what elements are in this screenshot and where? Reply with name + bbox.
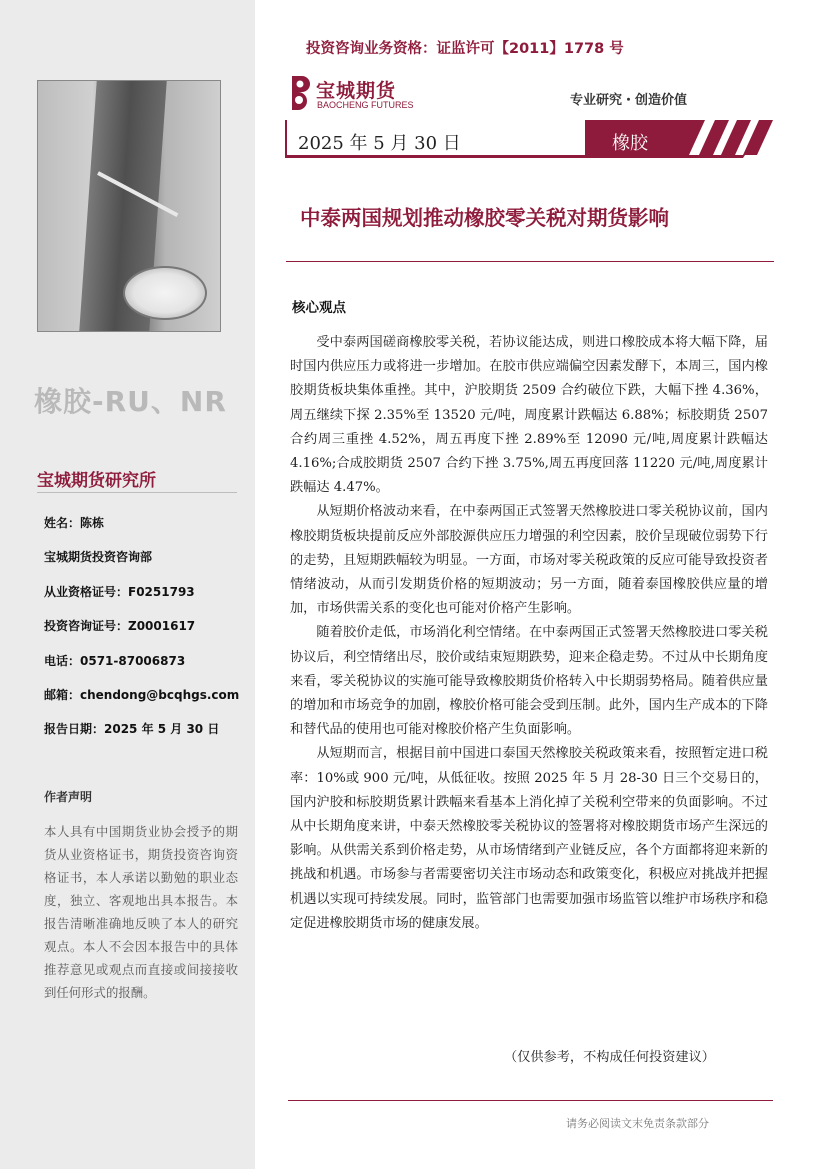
logo-english: BAOCHENG FUTURES bbox=[317, 100, 414, 110]
author-disclaimer: 本人具有中国期货业协会授予的期货从业资格证书，期货投资咨询资格证书，本人承诺以勤勉的职业态度，独立、客观地出具本报告。本报告清晰准确地反映了本人的研究观点。本人不会因本报告中的具体推荐意见或观点而直接或间接接收到任何形式的报酬。 bbox=[44, 824, 238, 1000]
paragraph: 随着胶价走低，市场消化利空情绪。在中泰两国正式签署天然橡胶进口零关税协议后，利空情绪出尽，胶价或结束短期跌势，迎来企稳走势。不过从中长期角度来看，零关税协议的实施可能导致橡胶期货价格转入中长期弱势格局。随着供应量的增加和市场竞争的加剧，橡胶价格可能会受到压制。此外，国内生产成本的下降和替代品的使用也可能对橡胶价格产生负面影响。 bbox=[290, 625, 768, 738]
sidebar bbox=[0, 0, 255, 1169]
logo-text: 宝城期货 bbox=[316, 80, 397, 102]
paragraph: 受中泰两国磋商橡胶零关税，若协议能达成，则进口橡胶成本将大幅下降，届时国内供应压力或将进一步增加。在胶市供应端偏空因素发酵下，本周三，国内橡胶期货板块集体重挫。其中，沪胶期货 2509 合约破位下跌，大幅下挫 4.36%，周五继续下探 2.35%至 13520 元/吨，周度累计跌幅达 6.88%；标胶期货 2507 合约周三重挫 4.52%，周五再度下挫 2.89%至 12090 元/吨,周度累计跌幅达 4.16%;合成胶期货 2507 合约下挫 3.75%,周五再度回落 11220 元/吨,周度累计跌幅达 4.47%。 bbox=[290, 335, 768, 496]
company-logo bbox=[286, 74, 426, 114]
disclaimer-title: 作者声明 bbox=[44, 790, 93, 804]
product-label: 橡胶-RU、NR bbox=[34, 385, 227, 418]
latex-cup-shape bbox=[123, 266, 207, 320]
footer-note: 请务必阅读文末免责条款部分 bbox=[566, 1117, 709, 1130]
reference-note: （仅供参考，不构成任何投资建议） bbox=[504, 1050, 715, 1065]
report-body bbox=[290, 331, 768, 936]
rubber-tapping-photo bbox=[37, 80, 221, 332]
department: 宝城期货投资咨询部 bbox=[44, 550, 153, 564]
license-line: 投资咨询业务资格：证监许可【2011】1778 号 bbox=[306, 41, 624, 57]
section-title: 核心观点 bbox=[292, 300, 346, 316]
report-title: 中泰两国规划推动橡胶零关税对期货影响 bbox=[300, 206, 669, 230]
title-divider bbox=[286, 261, 774, 262]
report-date: 报告日期：2025 年 5 月 30 日 bbox=[44, 722, 220, 736]
slogan: 专业研究・创造价值 bbox=[570, 93, 688, 108]
paragraph: 从短期而言，根据目前中国进口泰国天然橡胶关税政策来看，按照暂定进口税率：10%或 900 元/吨，从低征收。按照 2025 年 5 月 28-30 日三个交易日的，国内沪胶和标胶期货累计跌幅来看基本上消化掉了关税利空带来的负面影响。不过从中长期角度来讲，中泰天然橡胶零关税协议的签署将对橡胶期货市场产生深远的影响。从供需关系到价格走势，从市场情绪到产业链反应，各个方面都将迎来新的挑战和机遇。市场参与者需要密切关注市场动态和政策变化，积极应对挑战并把握机遇以实现可持续发展。同时，监管部门也需要加强市场监管以维护市场秩序和稳定促进橡胶期货市场的健康发展。 bbox=[290, 746, 768, 931]
footer-divider bbox=[288, 1100, 773, 1101]
author-name: 姓名：陈栋 bbox=[44, 516, 105, 530]
logo-mark-icon bbox=[286, 74, 314, 110]
consult-number: 投资咨询证号：Z0001617 bbox=[44, 619, 196, 633]
institute-divider bbox=[37, 492, 237, 493]
phone: 电话：0571-87006873 bbox=[44, 654, 186, 668]
institute-name: 宝城期货研究所 bbox=[37, 471, 156, 491]
qualification-number: 从业资格证号：F0251793 bbox=[44, 585, 195, 599]
category-label: 橡胶 bbox=[612, 133, 648, 154]
report-date-banner: 2025 年 5 月 30 日 bbox=[298, 133, 461, 154]
email[interactable]: 邮箱：chendong@bcqhgs.com bbox=[44, 688, 240, 702]
paragraph: 从短期价格波动来看，在中泰两国正式签署天然橡胶进口零关税协议前，国内橡胶期货板块提前反应外部胶源供应压力增强的利空因素，胶价呈现破位弱势下行的走势，且短期跌幅较为明显。一方面，市场对零关税政策的反应可能导致投资者情绪波动，从而引发期货价格的短期波动；另一方面，随着泰国橡胶供应量的增加，市场供需关系的变化也可能对价格产生影响。 bbox=[290, 504, 768, 617]
